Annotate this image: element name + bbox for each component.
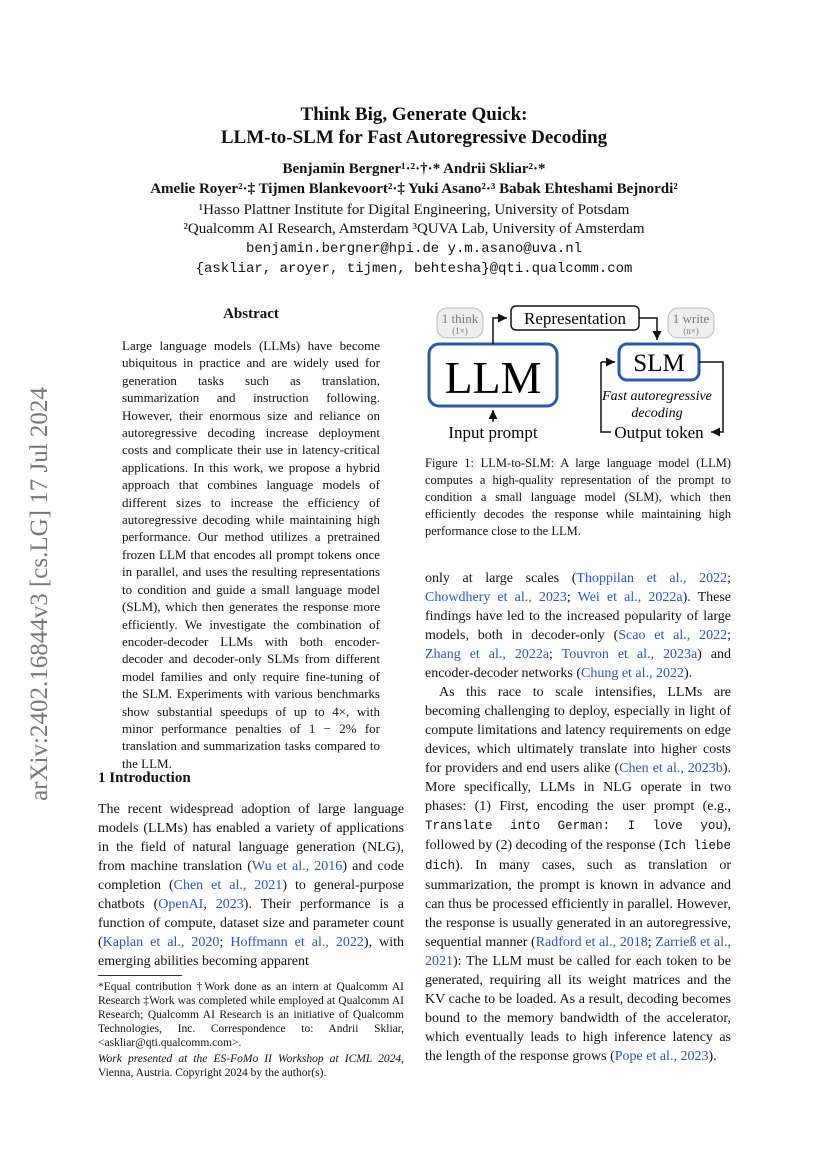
citation-link[interactable]: Chowdhery et al., 2023 — [425, 590, 567, 605]
intro-left-paragraph: The recent widespread adoption of large language models (LLMs) has enabled a variety of applications in the field of natural language generation (NLG), from machine translation (Wu et al., 2016) and code completion (Chen et al., 2021) to general-purpose chatbots (OpenAI, 2023). Their performance is a function of compute, dataset size and parameter count (Kaplan et al., 2020; Hoffmann et al., 2022), with emerging abilities becoming apparent — [98, 802, 405, 969]
affiliation-1: ¹Hasso Plattner Institute for Digital Engineering, University of Potsdam — [198, 202, 630, 218]
footnote-rule — [98, 975, 182, 976]
think-label: 1 think — [441, 311, 479, 326]
slm-label: SLM — [633, 350, 685, 377]
output-token-label: Output token — [614, 423, 704, 442]
citation-link[interactable]: Thoppilan et al., 2022 — [576, 571, 728, 586]
citation-link[interactable]: Zhang et al., 2022a — [425, 647, 550, 662]
abstract-heading: Abstract — [223, 306, 279, 322]
intro-right-column — [425, 569, 731, 1066]
citation-link[interactable]: Chen et al., 2021 — [173, 878, 283, 893]
citation-link[interactable]: Chung et al., 2022 — [580, 666, 685, 681]
input-prompt-label: Input prompt — [448, 423, 538, 442]
authors-line-2: Amelie Royer²·‡ Tijmen Blankevoort²·‡ Yuki Asano²·³ Babak Ehteshami Bejnordi² — [150, 181, 678, 197]
paper-title-line-1: Think Big, Generate Quick: — [300, 104, 528, 125]
citation-link[interactable]: Wu et al., 2016 — [251, 859, 343, 874]
figure-1-caption: Figure 1: LLM-to-SLM: A large language model (LLM) computes a high-quality representation of the prompt to condition a small language model (SLM), which then efficiently decodes the response while maintaining high performance close to the LLM. — [425, 456, 731, 538]
citation-link[interactable]: 2023 — [215, 897, 244, 912]
figure-1-diagram — [425, 300, 735, 450]
abstract-text: Large language models (LLMs) have become ubiquitous in practice and are widely used for generation tasks such as translation, summarization and instruction following. However, their enormous size and reliance on autoregressive decoding increase deployment costs and complicate their use in latency-critical applications. In this work, we propose a hybrid approach that combines language models of different sizes to increase the efficiency of autoregressive decoding while maintaining high performance. Our method utilizes a pretrained frozen LLM that encodes all prompt tokens once in parallel, and uses the resulting representations to condition and guide a small language model (SLM), which then generates the response more efficiently. We investigate the combination of encoder-decoder LLMs with both encoder-decoder and decoder-only SLMs from different model families and only require fine-tuning of the SLM. Experiments with various benchmarks show substantial speedups of up to 4×, with minor performance penalties of 1 − 2% for translation and summarization tasks compared to the LLM. — [122, 338, 380, 771]
write-label: 1 write — [672, 311, 710, 326]
citation-link[interactable]: Kaplan et al., 2020 — [102, 935, 220, 950]
paper-title-line-2: LLM-to-SLM for Fast Autoregressive Decoding — [220, 127, 608, 148]
citation-link[interactable]: Hoffmann et al., 2022 — [230, 935, 364, 950]
citation-link[interactable]: Scao et al., 2022 — [618, 628, 728, 643]
email-line-2: {askliar, aroyer, tijmen, behtesha}@qti.qualcomm.com — [195, 261, 633, 277]
intro-right-paragraph-2: As this race to scale intensifies, LLMs are becoming challenging to deploy, especially in light of compute limitations and latency requirements on edge devices, which ultimately translate into higher costs for providers and end users alike (Chen et al., 2023b). More specifically, LLMs in NLG operate in two phases: (1) First, encoding the user prompt (e.g., Translate into German: I love you), followed by (2) decoding of the response (Ich liebe dich). In many cases, such as translation or summarization, the prompt is known in advance and can thus be processed efficiently in parallel. However, the response is usually generated in an autoregressive, sequential manner (Radford et al., 2018; Zarrieß et al., 2021): The LLM must be called for each token to be generated, requiring all its weight matrices and the KV cache to be loaded. As a result, decoding becomes bound to the memory bandwidth of the accelerator, which eventually leads to high inference latency as the length of the response grows (Pope et al., 2023). — [425, 685, 731, 1064]
write-count: (n×) — [683, 326, 699, 336]
authors-line-1: Benjamin Bergner¹·²·†·* Andrii Skliar²·* — [282, 161, 546, 177]
arxiv-stamp: arXiv:2402.16844v3 [cs.LG] 17 Jul 2024 — [26, 387, 53, 801]
citation-link[interactable]: Zarrieß et al., 2021 — [425, 935, 731, 969]
representation-label: Representation — [524, 309, 626, 328]
footnote-block — [98, 980, 404, 1080]
affiliation-2: ²Qualcomm AI Research, Amsterdam ³QUVA Lab, University of Amsterdam — [183, 221, 645, 237]
think-count: (1×) — [452, 326, 468, 336]
citation-link[interactable]: Chen et al., 2023b — [619, 761, 723, 776]
citation-link[interactable]: Touvron et al., 2023a — [561, 647, 698, 662]
citation-link[interactable]: Radford et al., 2018 — [535, 935, 648, 950]
email-line-1: benjamin.bergner@hpi.de y.m.asano@uva.nl — [245, 241, 583, 257]
citation-link[interactable]: Wei et al., 2022a — [577, 590, 683, 605]
slm-caption-1: Fast autoregressive — [602, 389, 712, 404]
footnote-contribution: *Equal contribution †Work done as an intern at Qualcomm AI Research ‡Work was completed while employed at Qualcomm AI Research; Qualcomm AI Research is an initiative of Qualcomm Technologies, Inc. Correspondence to: Andrii Skliar, <askliar@qti.qualcomm.com>. — [98, 981, 404, 1049]
llm-label: LLM — [444, 352, 542, 403]
slm-caption-2: decoding — [631, 406, 683, 421]
code-response: Ich liebe dich — [425, 839, 731, 873]
citation-link[interactable]: OpenAI — [158, 897, 204, 912]
section-heading-introduction: 1 Introduction — [98, 770, 191, 786]
citation-link[interactable]: Pope et al., 2023 — [614, 1049, 709, 1064]
footnote-workshop: Work presented at the ES-FoMo II Workshop at ICML 2024, Vienna, Austria. Copyright 2024 by the author(s). — [98, 1053, 404, 1079]
intro-right-paragraph-1: only at large scales (Thoppilan et al., 2022; Chowdhery et al., 2023; Wei et al., 2022a). These findings have led to the increased popularity of large models, both in decoder-only (Scao et al., 2022; Zhang et al., 2022a; Touvron et al., 2023a) and encoder-decoder networks (Chung et al., 2022). — [425, 571, 732, 681]
code-prompt: Translate into German: I love you — [425, 819, 723, 833]
